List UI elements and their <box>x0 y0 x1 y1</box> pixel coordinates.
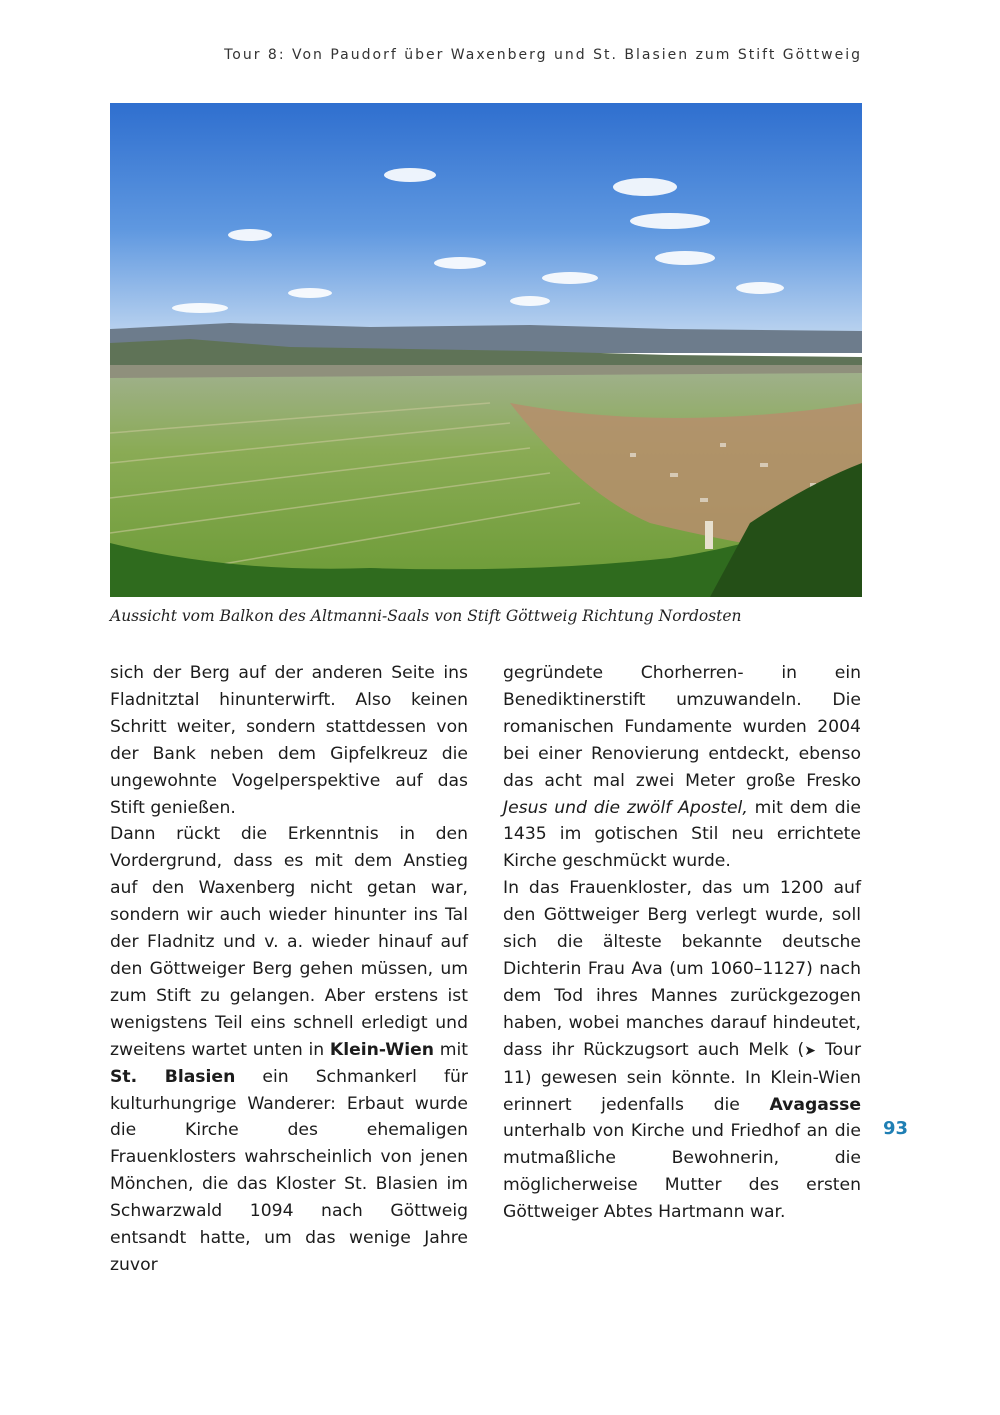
page-number: 93 <box>883 1118 909 1139</box>
running-head: Tour 8: Von Paudorf über Waxenberg und St. Blasien zum Stift Göttweig <box>224 47 862 63</box>
paragraph-1 <box>110 660 468 821</box>
text-run: Tour 11) gewesen sein könnte. In Klein-Wien erinnert jedenfalls die <box>503 1039 862 1115</box>
place-name-st-blasien: St. Blasien <box>110 1066 236 1087</box>
text-run: In das Frauenkloster, das um 1200 auf den Göttweiger Berg verlegt wurde, soll sich die älteste bekannte deutsche Dichterin Frau Ava (um 1060–1127) nach dem Tod ihres Mannes zurückgezogen haben, wobei manches darauf hindeutet, dass ihr Rückzugsort auch Melk ( <box>503 878 861 1060</box>
text-column-right <box>503 660 861 1226</box>
text-run: unterhalb von Kirche und Friedhof an die mutmaßliche Bewohnerin, die möglicherweise Mutter des ersten Göttweiger Abtes Hartmann war. <box>503 1121 861 1223</box>
text-run: mit dem die 1435 im gotischen Stil neu errichtete Kirche geschmückt wurde. <box>503 797 861 872</box>
text-run: Dann rückt die Erkenntnis in den Vordergrund, dass es mit dem Anstieg auf den Waxenberg nicht getan war, sondern wir auch wieder hinunter ins Tal der Fladnitz und v. a. wieder hinauf auf den Göttweiger Berg gehen müssen, um zum Stift zu gelangen. Aber erstens ist wenigstens Teil eins schnell erledigt und zweitens wartet unten in <box>110 824 468 1060</box>
paragraph-3 <box>503 660 861 875</box>
text-run: mit <box>434 1039 468 1060</box>
place-name-klein-wien: Klein-Wien <box>329 1039 434 1060</box>
arrow-icon: ➤ <box>804 1042 816 1059</box>
landscape-photo <box>110 103 862 597</box>
street-name-avagasse: Avagasse <box>769 1094 861 1115</box>
text-run: sich der Berg auf der anderen Seite ins Fladnitztal hinunterwirft. Also keinen Schritt weiter, sondern stattdessen von der Bank neben dem Gipfelkreuz die ungewohnte Vogelperspektive auf das Stift genießen. <box>110 663 468 818</box>
text-run: ein Schmankerl für kulturhungrige Wanderer: Erbaut wurde die Kirche des ehemaligen Frauenklosters wahrscheinlich von jenen Mönchen, die das Kloster St. Blasien im Schwarzwald 1094 nach Göttweig entsandt hatte, um das wenige Jahre zuvor <box>110 1066 468 1275</box>
paragraph-4 <box>503 875 861 1226</box>
photo-caption: Aussicht vom Balkon des Altmanni-Saals von Stift Göttweig Richtung Nordosten <box>110 607 742 625</box>
text-run: gegründete Chorherren- in ein Benediktinerstift umzuwandeln. Die romanischen Fundamente wurden 2004 bei einer Renovierung entdeckt, ebenso das acht mal zwei Meter große Fresko <box>503 663 861 791</box>
paragraph-2 <box>110 821 468 1278</box>
fresco-title: Jesus und die zwölf Apostel, <box>503 797 748 818</box>
text-column-left <box>110 660 468 1279</box>
